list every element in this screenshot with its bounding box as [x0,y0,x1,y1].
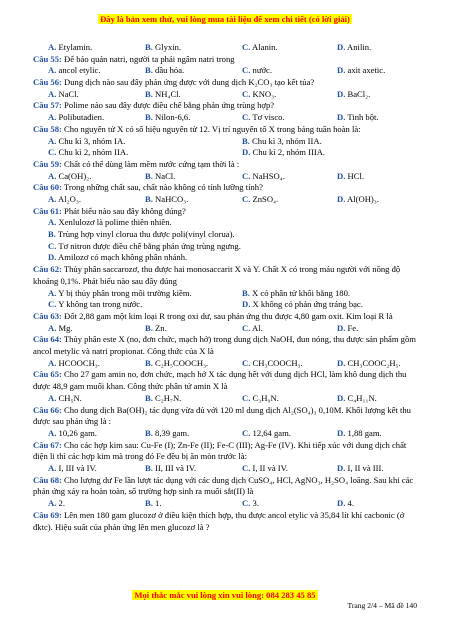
option-letter: C. [242,194,251,205]
answer-option [145,42,181,54]
question-stem [33,369,423,392]
answer-option [242,498,259,510]
option-text: CH₃COOC₂H₅. [347,357,401,368]
option-letter: C. [48,299,57,310]
answer-option [48,428,97,440]
question-stem [33,77,423,89]
answer-option [33,217,423,229]
question-text: Thủy phân saccarozơ, thu được hai monosaccarit X và Y. Chất X có trong máu người với nồng độ khoảng 0,1%. Phát biểu nào sau đây đúng [33,264,401,286]
option-letter: A. [48,217,57,228]
answer-option [242,65,272,77]
answer-option [337,323,358,335]
option-letter: C. [48,147,57,158]
option-letter: B. [145,42,153,52]
option-text: Tơ nitron được điều chế bằng phản ứng trùng ngưng. [58,240,241,251]
question-number: Câu 58: [33,123,62,134]
option-letter: A. [48,498,57,509]
option-text: Chu kì 3, nhóm IIA. [252,135,322,146]
question-number: Câu 60: [33,182,62,193]
option-letter: B. [145,88,153,99]
answer-option [48,171,91,183]
question-number: Câu 64: [33,334,62,345]
option-text: Nilon-6,6. [155,112,191,123]
option-text: Zn. [155,322,167,333]
answer-option [242,136,322,148]
question-number: Câu 55: [33,53,62,64]
answer-option [48,147,128,159]
question-number: Câu 69: [33,509,62,520]
option-text: Anilin. [347,42,372,52]
option-letter: C. [242,322,251,333]
answer-option [242,393,279,405]
answer-option [337,393,377,405]
answer-option [145,358,208,370]
option-text: 8,39 gam. [155,427,190,438]
option-text: axit axetic. [347,65,386,76]
option-letter: A. [48,42,57,52]
option-letter: B. [145,392,153,403]
question-number: Câu 59: [33,158,62,169]
option-text: HCl. [347,170,364,181]
answer-row [33,136,423,148]
option-letter: A. [48,135,57,146]
answer-row [33,171,423,183]
option-letter: B. [242,287,250,298]
contact-footer [0,590,450,600]
option-text: 3. [252,498,259,509]
option-text: 1. [155,498,162,509]
option-letter: C. [242,498,251,509]
answer-option [48,463,97,475]
option-letter: B. [145,498,153,509]
answer-option [242,428,291,440]
option-text: Al(OH)₃. [347,194,379,205]
option-text: KNO₃. [252,88,277,99]
option-letter: B. [145,170,153,181]
answer-option [48,393,82,405]
answer-row [33,288,423,300]
option-letter: C. [242,65,251,76]
answer-option [33,252,423,264]
option-text: Tơ visco. [252,112,285,123]
answer-option [242,89,276,101]
answer-option [48,65,101,77]
answer-option [242,358,303,370]
option-letter: D. [337,65,346,76]
option-text: Chu kì 2, nhóm IIA. [58,147,129,158]
option-text: NaHSO₄. [252,170,285,181]
answer-option [145,194,188,206]
option-letter: C. [242,112,251,123]
question-text: Thủy phân este X (no, đơn chức, mạch hở) trong dung dịch NaOH, đun nóng, thu được sản phẩm gồm ancol metylic và natri propionat. Công thức của X là [33,334,416,357]
question-number: Câu 57: [33,100,62,111]
option-letter: D. [337,498,346,509]
answer-option [242,288,350,300]
answer-option [337,171,364,183]
answer-option [145,323,167,335]
option-text: BaCl₂. [347,88,371,99]
preview-banner-text: Đây là bản xem thử, vui lòng mua tài liệu để xem chi tiết (có lời giải) [100,14,350,24]
question-stem [33,182,423,194]
question-text: Cho các hợp kim sau: Cu-Fe (I); Zn-Fe (II); Fe-C (III); Ag-Fe (IV). Khi tiếp xúc với dung dịch chất điện li thì các hợp kim mà trong đó Fe đều bị ăn mòn trước là: [33,439,407,462]
answer-option [145,428,189,440]
option-letter: B. [145,322,153,333]
option-text: Al. [252,322,263,333]
option-text: Xenlulozơ là polime thiên nhiên. [58,217,172,228]
question-stem [33,440,423,463]
question-number: Câu 62: [33,264,62,275]
option-letter: C. [242,88,251,99]
answer-option [33,229,423,241]
answer-option [48,358,100,370]
option-letter: B. [145,357,153,368]
option-letter: A. [48,463,57,474]
answer-row [33,65,423,77]
option-text: CH₃COOCH₃. [252,357,303,368]
option-text: 10,26 gam. [58,427,97,438]
question-number: Câu 63: [33,310,62,321]
option-text: C₄H₁₁N. [347,392,377,403]
question-text: Polime nào sau đây được điều chế bằng phản ứng trùng hợp? [64,100,275,111]
answer-row [33,358,423,370]
option-text: C₂H₇N. [155,392,182,403]
option-text: 1,88 gam. [347,427,382,438]
answer-row [33,463,423,475]
question-stem [33,311,423,323]
question-stem [33,334,423,357]
option-text: Y không tan trong nước. [58,299,143,310]
option-letter: D. [337,392,346,403]
option-letter: D. [337,322,346,333]
option-letter: B. [145,65,153,76]
question-text: Chất có thể dùng làm mềm nước cứng tạm thời là : [64,158,240,169]
answer-row [33,89,423,101]
option-letter: B. [145,463,153,474]
option-letter: D. [337,88,346,99]
option-letter: C. [242,392,251,403]
answer-option [145,498,162,510]
question-text: Trong những chất sau, chất nào không có tính lưỡng tính? [63,182,263,193]
answer-option [337,428,382,440]
answer-row [33,42,423,54]
question-text: Cho dung dịch Ba(OH)₂ tác dụng vừa đủ với 120 ml dung dịch Al₂(SO₄)₃ 0,10M. Khối lượng kết thu được sau phản ứng là : [33,404,411,427]
answer-option [145,171,175,183]
option-letter: C. [48,240,57,251]
answer-option [33,241,423,253]
preview-banner [0,14,450,24]
answer-option [337,358,401,370]
question-stem [33,475,423,498]
option-text: Tinh bột. [347,112,379,123]
answer-option [48,498,65,510]
answer-option [242,147,325,159]
answer-option [48,112,104,124]
option-text: CH₅N. [58,392,82,403]
answer-row [33,299,423,311]
option-letter: A. [48,357,57,368]
answer-option [337,112,379,124]
question-stem [33,405,423,428]
answer-option [242,299,363,311]
option-text: Glyxin. [155,42,182,52]
question-text: Để bảo quản natri, người ta phải ngâm natri trong [64,53,235,64]
question-number: Câu 66: [33,404,62,415]
option-text: Alanin. [252,42,278,52]
question-stem [33,510,423,533]
question-text: Cho 27 gam amin no, đơn chức, mạch hở X tác dụng hết với dung dịch HCl, làm khô dung dịch thu được 48,9 gam muối khan. Công thức phân tử amin X là [33,369,407,392]
option-letter: B. [145,112,153,123]
option-text: Chu kì 2, nhóm IIIA. [252,147,326,158]
answer-option [145,65,184,77]
answer-option [48,299,142,311]
option-letter: B. [145,194,153,205]
answer-option [48,136,125,148]
option-letter: B. [145,427,153,438]
answer-option [242,112,285,124]
answer-option [242,42,278,54]
option-text: NaHCO₃. [155,194,189,205]
question-stem [33,206,423,218]
option-text: Ca(OH)₂. [58,170,92,181]
answer-option [337,463,384,475]
question-number: Câu 56: [33,77,62,88]
option-text: ancol etylic. [58,65,101,76]
option-text: Fe. [347,322,359,333]
option-text: 4. [347,498,354,509]
question-list [33,42,423,533]
option-letter: A. [48,194,57,205]
option-letter: D. [48,252,57,263]
question-stem [33,159,423,171]
option-letter: C. [242,463,251,474]
option-letter: D. [242,147,251,158]
option-letter: A. [48,287,57,298]
answer-option [145,112,190,124]
answer-row [33,428,423,440]
answer-option [48,194,81,206]
answer-option [48,42,92,54]
answer-row [33,393,423,405]
option-text: NaCl. [155,170,176,181]
answer-row [33,498,423,510]
option-text: X có phân tử khối bằng 180. [252,287,351,298]
option-letter: A. [48,392,57,403]
option-letter: A. [48,65,57,76]
option-text: Polibutađien. [58,112,105,123]
option-letter: B. [242,135,250,146]
option-text: X không có phản ứng tráng bạc. [252,299,363,310]
option-letter: A. [48,322,57,333]
option-text: II, III và IV. [155,463,197,474]
option-letter: D. [337,427,346,438]
answer-option [337,498,354,510]
option-letter: A. [48,88,57,99]
answer-row [33,147,423,159]
option-letter: C. [242,357,251,368]
option-text: C₃H₉N. [252,392,279,403]
option-letter: D. [337,112,346,123]
question-text: Đốt 2,88 gam một kim loại R trong oxi dư, sau phản ứng thu được 4,80 gam oxit. Kim loại R là [64,310,393,321]
option-text: I, II và IV. [252,463,288,474]
question-text: Dung dịch nào sau đây phản ứng được với dung dịch K₂CO₃ tạo kết tủa? [64,77,315,88]
option-text: C₂H₅COOCH₃. [155,357,209,368]
question-stem [33,264,423,287]
option-letter: B. [48,229,56,240]
question-stem [33,100,423,112]
option-letter: D. [337,194,346,205]
option-letter: D. [337,170,346,181]
option-text: Chu kì 3, nhóm IA. [58,135,126,146]
answer-option [337,194,379,206]
answer-option [145,393,181,405]
option-text: I, III và IV. [58,463,97,474]
option-text: I, II và III. [347,463,384,474]
option-text: HCOOCH₃. [58,357,100,368]
answer-option [337,42,371,54]
answer-option [242,171,285,183]
question-text: Cho lượng dư Fe lần lượt tác dụng với các dung dịch CuSO₄, HCl, AgNO₃, H₂SO₄ loãng. Sau khi các phản ứng xảy ra hoàn toàn, số trường hợp sinh ra muối sắt(II) là [33,474,414,497]
option-letter: D. [337,42,346,52]
option-text: Trùng hợp vinyl clorua thu được poli(vinyl clorua). [57,229,235,240]
answer-option [337,65,385,77]
option-text: Etylamin. [58,42,93,52]
option-text: 2. [58,498,65,509]
question-text: Lên men 180 gam glucozơ ở điều kiện thích hợp, thu được ancol etylic và 35,84 lít khí cacbonic (ở đktc). Hiệu suất của phản ứng lên men glucozơ là ? [33,509,405,532]
page-number: Trang 2/4 – Mã đề 140 [347,601,417,610]
option-letter: A. [48,427,57,438]
option-letter: C. [242,42,251,52]
option-text: nước. [252,65,272,76]
answer-option [242,194,278,206]
question-text: Phát biểu nào sau đây không đúng? [64,205,186,216]
option-letter: C. [242,170,251,181]
answer-option [242,463,288,475]
question-number: Câu 68: [33,474,62,485]
option-letter: A. [48,170,57,181]
option-letter: D. [242,299,251,310]
option-text: ZnSO₄. [252,194,279,205]
answer-option [48,288,192,300]
option-letter: C. [242,427,251,438]
answer-option [145,89,181,101]
option-text: Amilozơ có mạch không phân nhánh. [58,252,188,263]
contact-text: Mọi thắc mắc vui lòng xin vui lòng: 084 283 45 85 [134,590,316,600]
question-stem [33,54,423,66]
answer-row [33,323,423,335]
option-letter: D. [337,463,346,474]
answer-option [48,89,79,101]
answer-row [33,194,423,206]
option-text: NH₄Cl. [155,88,181,99]
question-number: Câu 67: [33,439,62,450]
answer-option [337,89,370,101]
option-letter: D. [337,357,346,368]
question-stem [33,124,423,136]
answer-option [242,323,263,335]
option-text: dầu hỏa. [155,65,185,76]
answer-option [48,323,73,335]
option-text: NaCl. [58,88,79,99]
option-text: Al₂O₃. [58,194,81,205]
question-number: Câu 61: [33,205,62,216]
answer-option [145,463,196,475]
option-text: Y bị thủy phân trong môi trường kiềm. [58,287,192,298]
question-number: Câu 65: [33,369,62,380]
option-text: 12,64 gam. [252,427,291,438]
question-text: Cho nguyên tử X có số hiệu nguyên tử 12. Vị trí nguyên tố X trong bảng tuần hoàn là: [64,123,361,134]
answer-row [33,112,423,124]
option-text: Mg. [58,322,73,333]
option-letter: A. [48,112,57,123]
